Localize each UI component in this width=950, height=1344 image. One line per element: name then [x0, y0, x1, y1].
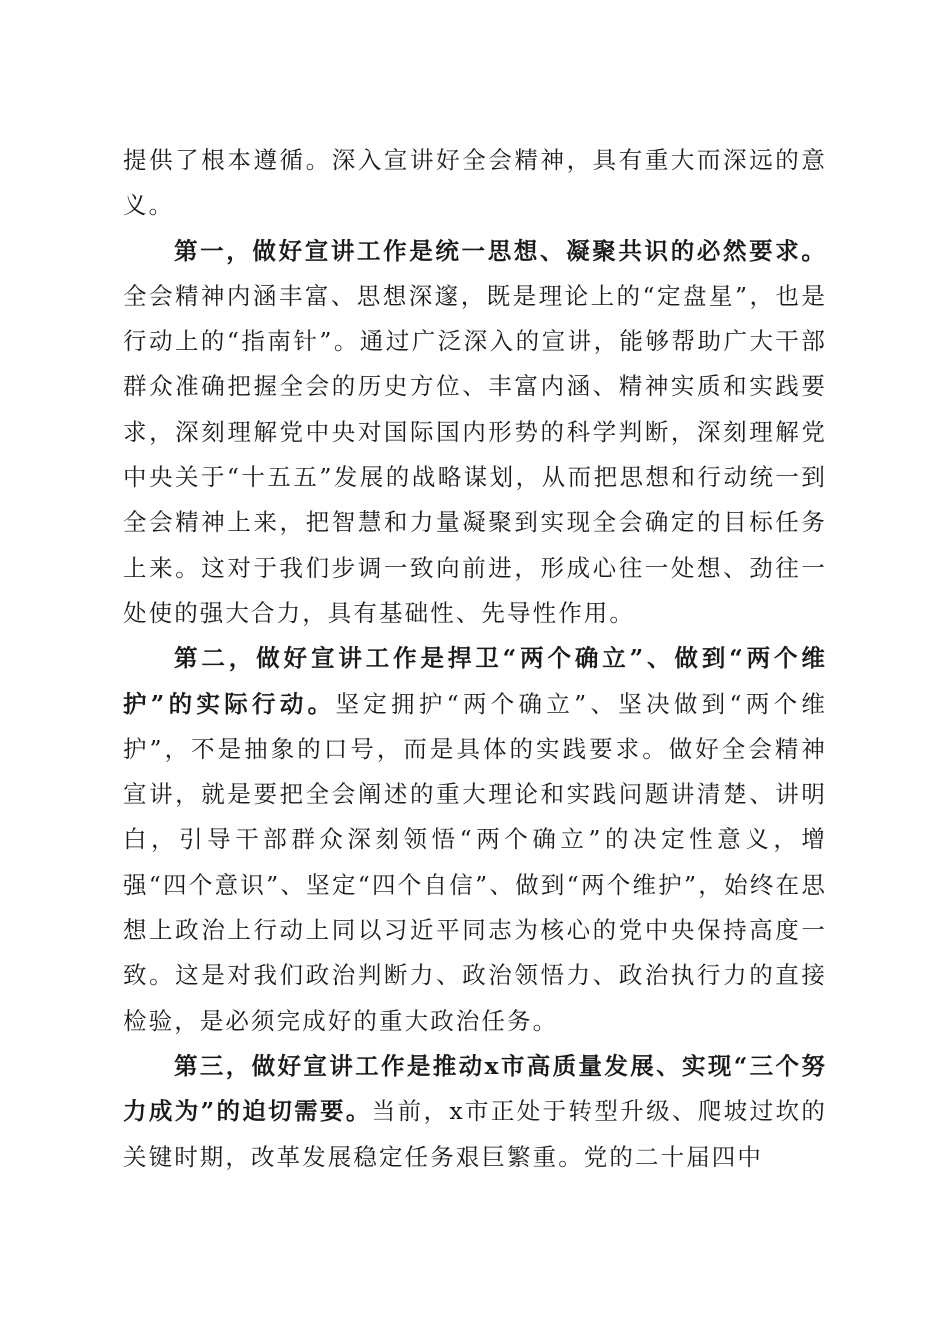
- paragraph-body-text: 坚定拥护“两个确立”、坚决做到“两个维护”，不是抽象的口号，而是具体的实践要求。做好全会精神宣讲，就是要把全会阐述的重大理论和实践问题讲清楚、讲明白，引导干部群众深刻领悟“两个确立”的决定性意义，增强“四个意识”、坚定“四个自信”、做到“两个维护”，始终在思想上政治上行动上同以习近平同志为核心的党中央保持高度一致。这是对我们政治判断力、政治领悟力、政治执行力的直接检验，是必须完成好的重大政治任务。: [123, 689, 827, 1035]
- paragraph-body-text: 全会精神内涵丰富、思想深邃，既是理论上的“定盘星”，也是行动上的“指南针”。通过广泛深入的宣讲，能够帮助广大干部群众准确把握全会的历史方位、丰富内涵、精神实质和实践要求，深刻理解党中央对国际国内形势的科学判断，深刻理解党中央关于“十五五”发展的战略谋划，从而把思想和行动统一到全会精神上来，把智慧和力量凝聚到实现全会确定的目标任务上来。这对于我们步调一致向前进，形成心往一处想、劲往一处使的强大合力，具有基础性、先导性作用。: [123, 281, 827, 627]
- paragraph-point-two: [123, 636, 827, 1044]
- paragraph-body-text: 提供了根本遵循。深入宣讲好全会精神，具有重大而深远的意义。: [123, 146, 827, 220]
- paragraph-body-text: 当前，x市正处于转型升级、爬坡过坎的关键时期，改革发展稳定任务艰巨繁重。党的二十届四中: [123, 1097, 827, 1171]
- document-body: [123, 138, 827, 1180]
- paragraph-lead-heading: 第一，做好宣讲工作是统一思想、凝聚共识的必然要求。: [174, 236, 827, 265]
- paragraph-point-three: [123, 1044, 827, 1180]
- paragraph-lead-heading: 第三，做好宣讲工作是推动x市高质量发展、实现“三个努力成为”的迫切需要。: [123, 1051, 827, 1126]
- paragraph-lead-heading: 第二，做好宣讲工作是捍卫“两个确立”、做到“两个维护”的实际行动。: [123, 644, 827, 718]
- paragraph-intro-continuation: [123, 138, 827, 229]
- paragraph-point-one: [123, 229, 827, 637]
